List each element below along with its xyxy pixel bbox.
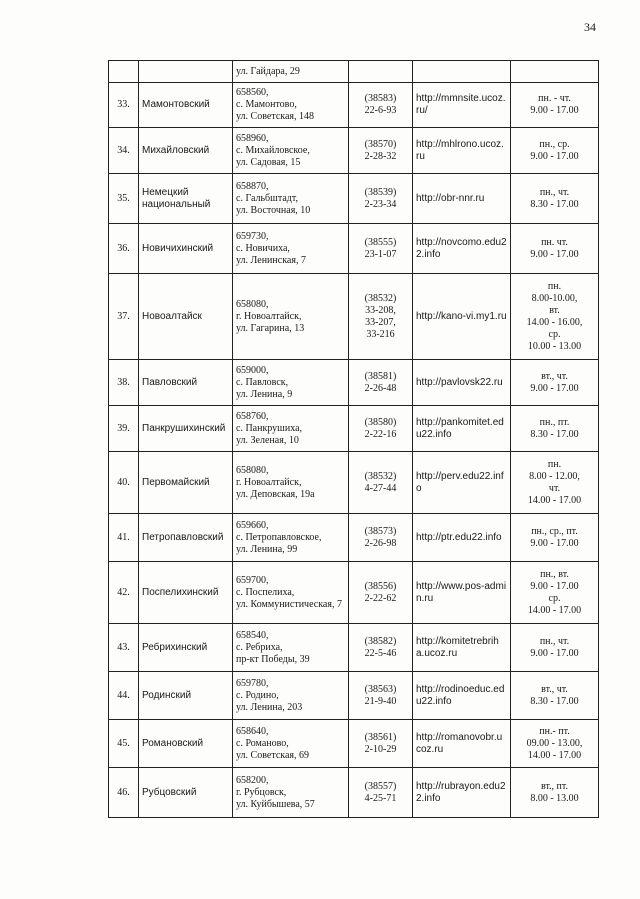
address-cell: 659700, с. Поспелиха, ул. Коммунистическая, 7 bbox=[233, 562, 349, 624]
table-row bbox=[109, 224, 599, 274]
table-row bbox=[109, 624, 599, 672]
phone-cell: (38583) 22-6-93 bbox=[349, 83, 413, 128]
district-name: Мамонтовский bbox=[139, 83, 233, 128]
district-name: Поспелихинский bbox=[139, 562, 233, 624]
phone-cell: (38573) 2-26-98 bbox=[349, 514, 413, 562]
website-cell: http://ptr.edu22.info bbox=[413, 514, 511, 562]
row-number: 37. bbox=[109, 274, 139, 360]
website-cell: http://www.pos-admin.ru bbox=[413, 562, 511, 624]
address-cell: 658080, г. Новоалтайск, ул. Деповская, 19а bbox=[233, 452, 349, 514]
address-cell: 658560, с. Мамонтово, ул. Советская, 148 bbox=[233, 83, 349, 128]
address-cell: 658540, с. Ребриха, пр-кт Победы, 39 bbox=[233, 624, 349, 672]
phone-cell: (38582) 22-5-46 bbox=[349, 624, 413, 672]
district-name: Первомайский bbox=[139, 452, 233, 514]
website-cell: http://rubrayon.edu22.info bbox=[413, 768, 511, 818]
phone-cell: (38570) 2-28-32 bbox=[349, 128, 413, 174]
phone-cell: (38580) 2-22-16 bbox=[349, 406, 413, 452]
website-cell: http://mhlrono.ucoz.ru bbox=[413, 128, 511, 174]
district-name bbox=[139, 61, 233, 83]
phone-cell: (38556) 2-22-62 bbox=[349, 562, 413, 624]
table-row bbox=[109, 562, 599, 624]
district-name: Новичихинский bbox=[139, 224, 233, 274]
row-number: 38. bbox=[109, 360, 139, 406]
row-number: 41. bbox=[109, 514, 139, 562]
district-name: Рубцовский bbox=[139, 768, 233, 818]
hours-cell: пн., ср. 9.00 - 17.00 bbox=[511, 128, 599, 174]
website-cell: http://pavlovsk22.ru bbox=[413, 360, 511, 406]
website-cell: http://rodinoeduc.edu22.info bbox=[413, 672, 511, 720]
hours-cell: вт., чт. 8.30 - 17.00 bbox=[511, 672, 599, 720]
website-cell: http://kano-vi.my1.ru bbox=[413, 274, 511, 360]
row-number: 33. bbox=[109, 83, 139, 128]
row-number: 39. bbox=[109, 406, 139, 452]
district-name: Романовский bbox=[139, 720, 233, 768]
row-number: 46. bbox=[109, 768, 139, 818]
row-number bbox=[109, 61, 139, 83]
phone-cell: (38555) 23-1-07 bbox=[349, 224, 413, 274]
row-number: 34. bbox=[109, 128, 139, 174]
website-cell: http://perv.edu22.info bbox=[413, 452, 511, 514]
district-name: Немецкий национальный bbox=[139, 174, 233, 224]
table-row bbox=[109, 720, 599, 768]
row-number: 44. bbox=[109, 672, 139, 720]
address-cell: 659730, с. Новичиха, ул. Ленинская, 7 bbox=[233, 224, 349, 274]
phone-cell: (38532) 33-208, 33-207, 33-216 bbox=[349, 274, 413, 360]
row-number: 43. bbox=[109, 624, 139, 672]
address-cell: 658870, с. Гальбштадт, ул. Восточная, 10 bbox=[233, 174, 349, 224]
phone-cell: (38563) 21-9-40 bbox=[349, 672, 413, 720]
address-cell: 658640, с. Романово, ул. Советская, 69 bbox=[233, 720, 349, 768]
phone-cell bbox=[349, 61, 413, 83]
district-directory-table bbox=[108, 60, 599, 818]
district-name: Павловский bbox=[139, 360, 233, 406]
district-name: Михайловский bbox=[139, 128, 233, 174]
page-number: 34 bbox=[584, 20, 596, 34]
phone-cell: (38539) 2-23-34 bbox=[349, 174, 413, 224]
hours-cell: вт., чт. 9.00 - 17.00 bbox=[511, 360, 599, 406]
district-name: Родинский bbox=[139, 672, 233, 720]
phone-cell: (38557) 4-25-71 bbox=[349, 768, 413, 818]
website-cell: http://obr-nnr.ru bbox=[413, 174, 511, 224]
table-row bbox=[109, 514, 599, 562]
row-number: 36. bbox=[109, 224, 139, 274]
hours-cell: пн., вт. 9.00 - 17.00 ср. 14.00 - 17.00 bbox=[511, 562, 599, 624]
table-row-continuation bbox=[109, 61, 599, 83]
hours-cell: пн. чт. 9.00 - 17.00 bbox=[511, 224, 599, 274]
address-cell: 659000, с. Павловск, ул. Ленина, 9 bbox=[233, 360, 349, 406]
website-cell: http://novcomo.edu22.info bbox=[413, 224, 511, 274]
row-number: 42. bbox=[109, 562, 139, 624]
district-name: Новоалтайск bbox=[139, 274, 233, 360]
row-number: 35. bbox=[109, 174, 139, 224]
phone-cell: (38581) 2-26-48 bbox=[349, 360, 413, 406]
hours-cell bbox=[511, 61, 599, 83]
table-row bbox=[109, 83, 599, 128]
website-cell: http://mmnsite.ucoz.ru/ bbox=[413, 83, 511, 128]
hours-cell: пн., пт. 8.30 - 17.00 bbox=[511, 406, 599, 452]
district-name: Ребрихинский bbox=[139, 624, 233, 672]
address-cell: ул. Гайдара, 29 bbox=[233, 61, 349, 83]
hours-cell: пн.- пт. 09.00 - 13.00, 14.00 - 17.00 bbox=[511, 720, 599, 768]
address-cell: 658200, г. Рубцовск, ул. Куйбышева, 57 bbox=[233, 768, 349, 818]
hours-cell: пн., ср., пт. 9.00 - 17.00 bbox=[511, 514, 599, 562]
table-row bbox=[109, 672, 599, 720]
row-number: 45. bbox=[109, 720, 139, 768]
website-cell: http://romanovobr.ucoz.ru bbox=[413, 720, 511, 768]
hours-cell: пн. 8.00-10.00, вт. 14.00 - 16.00, ср. 10.00 - 13.00 bbox=[511, 274, 599, 360]
address-cell: 658080, г. Новоалтайск, ул. Гагарина, 13 bbox=[233, 274, 349, 360]
table-row bbox=[109, 360, 599, 406]
address-cell: 658760, с. Панкрушиха, ул. Зеленая, 10 bbox=[233, 406, 349, 452]
hours-cell: пн., чт. 9.00 - 17.00 bbox=[511, 624, 599, 672]
hours-cell: пн. - чт. 9.00 - 17.00 bbox=[511, 83, 599, 128]
website-cell: http://komitetrebriha.ucoz.ru bbox=[413, 624, 511, 672]
table-row bbox=[109, 406, 599, 452]
table-row bbox=[109, 768, 599, 818]
address-cell: 658960, с. Михайловское, ул. Садовая, 15 bbox=[233, 128, 349, 174]
phone-cell: (38532) 4-27-44 bbox=[349, 452, 413, 514]
website-cell: http://pankomitet.edu22.info bbox=[413, 406, 511, 452]
address-cell: 659780, с. Родино, ул. Ленина, 203 bbox=[233, 672, 349, 720]
hours-cell: пн. 8.00 - 12.00, чт. 14.00 - 17.00 bbox=[511, 452, 599, 514]
hours-cell: вт., пт. 8.00 - 13.00 bbox=[511, 768, 599, 818]
table-row bbox=[109, 174, 599, 224]
address-cell: 659660, с. Петропавловское, ул. Ленина, 99 bbox=[233, 514, 349, 562]
phone-cell: (38561) 2-10-29 bbox=[349, 720, 413, 768]
district-name: Петропавловский bbox=[139, 514, 233, 562]
table-row bbox=[109, 128, 599, 174]
row-number: 40. bbox=[109, 452, 139, 514]
website-cell bbox=[413, 61, 511, 83]
table-row bbox=[109, 452, 599, 514]
table-row bbox=[109, 274, 599, 360]
district-name: Панкрушихинский bbox=[139, 406, 233, 452]
hours-cell: пн., чт. 8.30 - 17.00 bbox=[511, 174, 599, 224]
